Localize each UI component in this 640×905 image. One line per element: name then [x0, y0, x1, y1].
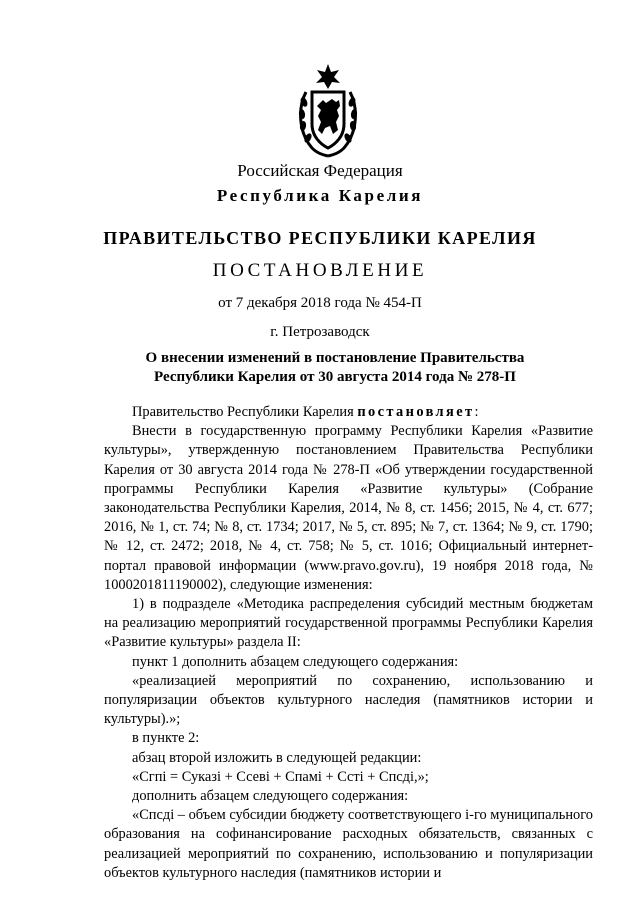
paragraph-6: абзац второй изложить в следующей редакции:: [132, 749, 422, 766]
intro-text: Правительство Республики Карелия: [132, 404, 358, 420]
intro-paragraph: [104, 403, 593, 422]
intro-colon: :: [474, 404, 479, 420]
country-name: Российская Федерация: [237, 161, 403, 180]
document-city: г. Петрозаводск: [270, 324, 370, 340]
paragraph-5: в пункте 2:: [132, 730, 200, 747]
paragraph-2: 1) в подразделе «Методика распределения субсидий местным бюджетам на реализацию мероприятий государственной программы Республики Карелия «Развитие культуры» раздела II:: [104, 596, 593, 651]
document-date-number: от 7 декабря 2018 года № 454-П: [218, 295, 422, 311]
paragraph-4: «реализацией мероприятий по сохранению, использованию и популяризации объектов культурного наследия (памятников истории и культуры).»;: [104, 672, 593, 728]
decree-verb: постановляет: [357, 404, 475, 420]
subject-line-2: Республики Карелия от 30 августа 2014 года № 278-П: [154, 369, 516, 385]
karelia-coat-of-arms-icon: [296, 62, 360, 158]
paragraph-1: Внести в государственную программу Республики Карелия «Развитие культуры», утвержденную постановлением Правительства Республики Карелия от 30 августа 2014 года № 278-П «Об утверждении государственной программы Республики Карелия «Развитие культуры» (Собрание законодательства Республики Карелия, 2014, № 8, ст. 1456; 2015, № 4, ст. 677; 2016, № 1, ст. 74; № 8, ст. 1734; 2017, № 5, ст. 895; № 7, ст. 1364; № 9, ст. 1790; № 12, ст. 2472; 2018, № 4, ст. 758; № 5, ст. 1016; Официальный интернет-портал правовой информации (www.pravo.gov.ru), 19 ноября 2018 года, № 1000201811190002), следующие изменения:: [104, 423, 593, 593]
formula-paragraph: «Сгпі = Суказі + Ссеві + Спамі + Ссті + Спсді,»;: [132, 768, 429, 785]
paragraph-9: «Спсді – объем субсидии бюджету соответствующего і-го муниципального образования на софинансирование расходных обязательств, связанных с реализацией мероприятий по сохранению, использованию и популяризации объектов культурного наследия (памятников истории и: [104, 807, 593, 881]
document-subject: [120, 349, 550, 387]
document-body: [104, 403, 593, 883]
paragraph-3: пункт 1 дополнить абзацем следующего содержания:: [132, 653, 459, 670]
subject-line-1: О внесении изменений в постановление Правительства: [145, 350, 525, 366]
republic-name: Республика Карелия: [216, 186, 424, 205]
paragraph-8: дополнить абзацем следующего содержания:: [132, 788, 409, 805]
government-title: ПРАВИТЕЛЬСТВО РЕСПУБЛИКИ КАРЕЛИЯ: [103, 228, 537, 248]
document-type: ПОСТАНОВЛЕНИЕ: [212, 260, 428, 281]
